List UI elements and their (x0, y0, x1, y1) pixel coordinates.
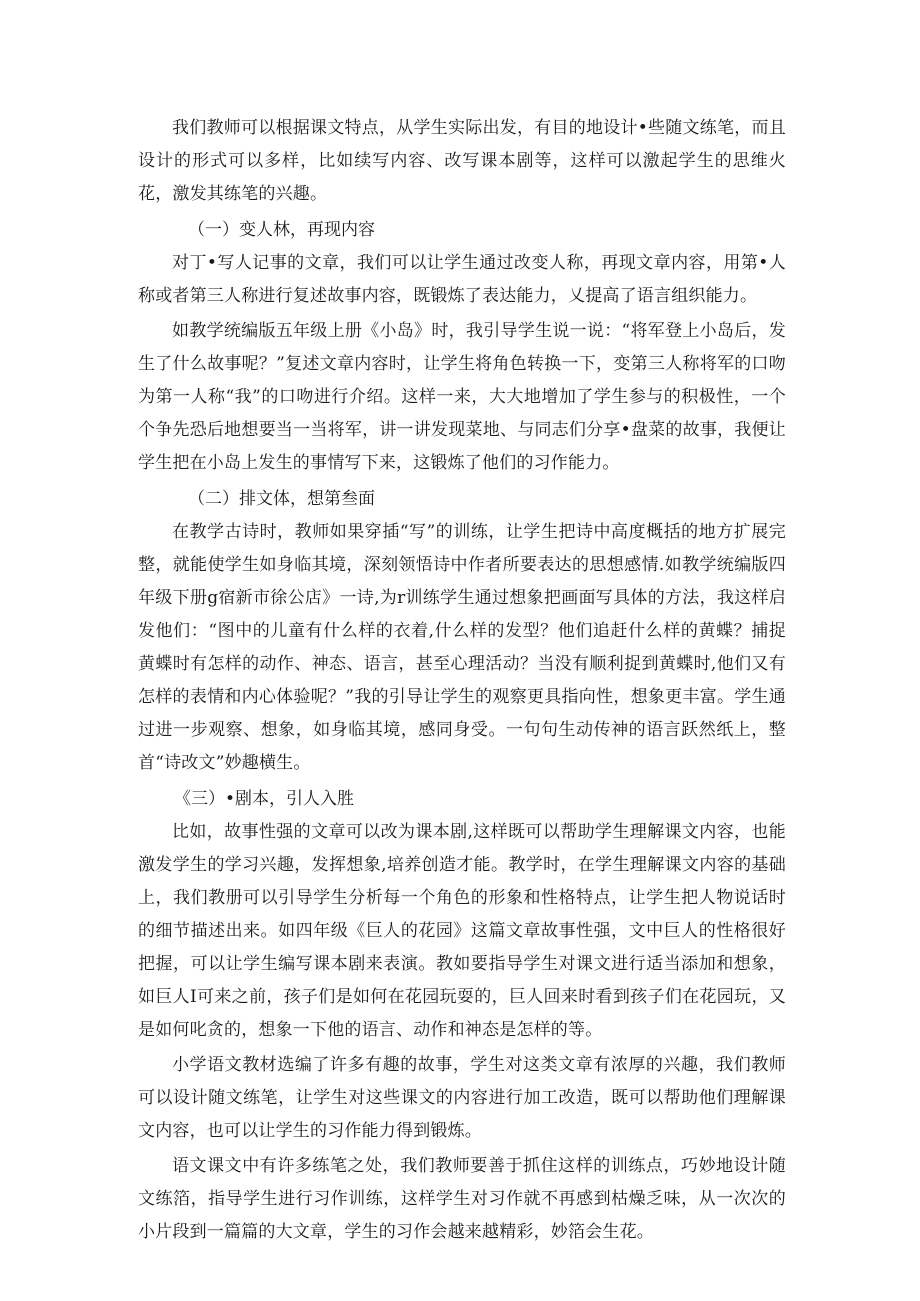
paragraph-island-example: 如教学统编版五年级上册《小岛》时，我引导学生说一说：“将军登上小岛后，发生了什么故事呢？”复述文章内容时，让学生将角色转换一下，变第三人称将军的口吻为第一人称“我”的口吻进行介绍。这样一来，大大地增加了学生参与的积极性，一个个争先恐后地想要当一当将军，讲一讲发现菜地、与同志们分享•盘菜的故事，我便让学生把在小岛上发生的事情写下来，这锻炼了他们的习作能力。 (138, 321, 786, 473)
paragraph-summary: 小学语文教材选编了许多有趣的故事，学生对这类文章有浓厚的兴趣，我们教师可以设计随文练笔，让学生对这些课文的内容进行加工改造，既可以帮助他们理解课文内容，也可以让学生的习作能力得到锻炼。 (138, 1055, 786, 1141)
paragraph-conclusion: 语文课文中有许多练笔之处，我们教师要善于抓住这样的训练点，巧妙地设计随文练箔，指导学生进行习作训练，这样学生对习作就不再感到枯燥乏味，从一次次的小片段到一篇篇的大文章，学生的习作会越来越精彩，妙箔会生花。 (138, 1156, 786, 1242)
document-body (138, 112, 786, 1249)
paragraph-intro: 我们教师可以根据课文特点，从学生实际出发，有目的地设计•些随文练笔，而且设计的形式可以多样，比如续写内容、改写课本剧等，这样可以激起学生的思维火花，激发其练笔的兴趣。 (138, 118, 786, 204)
section-heading-2: （二）排文体，想第叁面 (188, 489, 375, 509)
section-heading-1: （一）变人林，再现内容 (188, 220, 375, 240)
section-heading-3: 《三）•剧本，引人入胜 (174, 789, 355, 809)
paragraph-poem-example: 在教学古诗时，教师如果穿插“写”的训练，让学生把诗中高度概括的地方扩展完整，就能使学生如身临其境，深刻领悟诗中作者所要表达的思想感情.如教学统编版四年级下册g宿新市徐公店》一诗,为r训练学生通过想象把画面写具体的方法，我这样启发他们：“图中的儿童有什么样的衣着,什么样的发型？他们追赶什么样的黄蝶？捕捉黄蝶时有怎样的动作、神态、语言，甚至心理活动？当没有顺利捉到黄蝶时,他们又有怎样的表情和内心体验呢？”我的引导让学生的观察更具指向性，想象更丰富。学生通过进一步观察、想象，如身临其境，感同身受。一句句生动传神的语言跃然纸上，整首“诗改文”妙趣横生。 (138, 522, 786, 773)
paragraph-person-change: 对丁•写人记事的文章，我们可以让学生通过改变人称，再现文章内容，用第•人称或者第三人称进行复述故事内容，既锻炼了表达能力，乂提高了语言组织能力。 (138, 253, 786, 306)
paragraph-script-example: 比如，故事性强的文章可以改为课本剧,这样既可以帮助学生理解课文内容，也能激发学生的学习兴趣，发挥想象,培养创造才能。教学时，在学生理解课文内容的基础上，我们教册可以引导学生分析每一个角色的形象和性格特点，让学生把人物说话时的细节描述出来。如四年级《巨人的花园》这篇文章故事性强，文中巨人的性格很好把握，可以让学生编写课本剧来表演。教如要指导学生对课文进行适当添加和想象，如巨人I可来之前，孩子们是如何在花园玩耍的，巨人回来时看到孩子们在花园玩，又是如何叱贪的，想象一下他的语言、动作和神态是怎样的等。 (138, 822, 786, 1040)
